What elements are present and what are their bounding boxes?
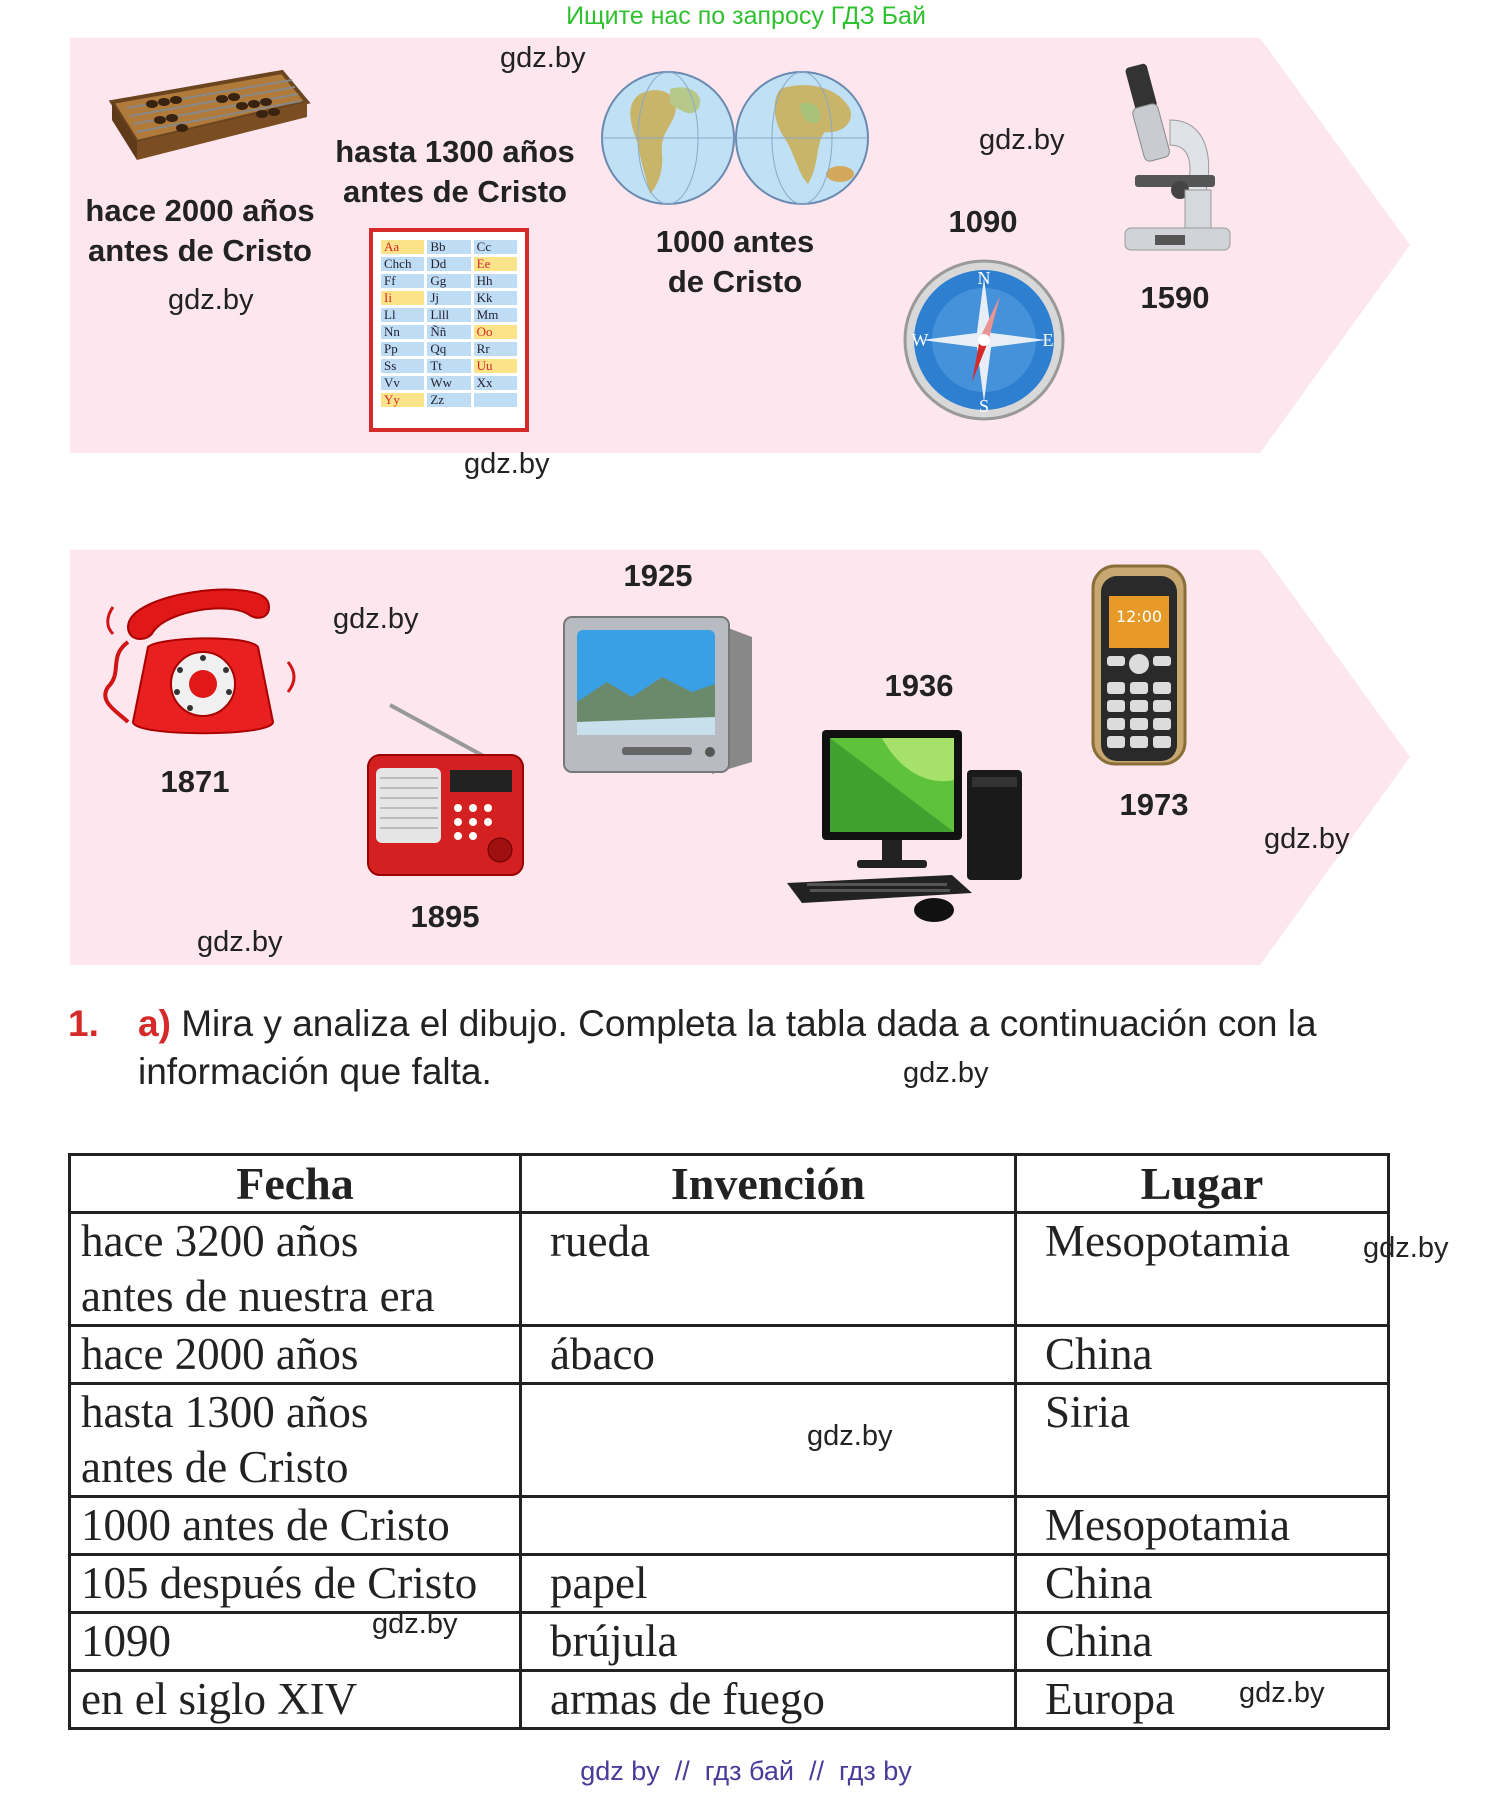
watermark: gdz.by (1239, 1677, 1325, 1709)
header-fecha: Fecha (70, 1155, 521, 1213)
cell-invencion-empty[interactable] (521, 1384, 1016, 1497)
alphabet-cell: Zz (427, 393, 470, 407)
compass-letter-w: W (911, 330, 929, 350)
mobile-phone-icon (1091, 564, 1187, 766)
table-row (70, 1497, 1389, 1555)
cell-invencion: ábaco (521, 1326, 1016, 1384)
table-row (70, 1384, 1389, 1497)
cell-invencion: armas de fuego (521, 1671, 1016, 1729)
alphabet-cell: Ll (381, 308, 424, 322)
alphabet-cell: Ññ (427, 325, 470, 339)
alphabet-cell: Ff (381, 274, 424, 288)
cell-invencion: brújula (521, 1613, 1016, 1671)
inventions-table (68, 1153, 1390, 1730)
alphabet-cell: Yy (381, 393, 424, 407)
compass-letter-n: N (977, 268, 991, 288)
telephone-icon (98, 572, 298, 752)
alphabet-cell: Ii (381, 291, 424, 305)
cell-fecha: hace 2000 años (70, 1326, 521, 1384)
alphabet-cell: Oo (474, 325, 517, 339)
table-row (70, 1213, 1389, 1326)
compass-letter-e: E (1042, 330, 1054, 350)
map-date-label: 1000 antes de Cristo (655, 224, 815, 299)
watermark: gdz.by (333, 603, 419, 635)
alphabet-cell: Pp (381, 342, 424, 356)
header-invencion: Invención (521, 1155, 1016, 1213)
computer-date-label: 1936 (884, 668, 954, 703)
compass-letter-s: S (978, 396, 990, 416)
task-part-label: a) (138, 1003, 171, 1044)
cell-lugar: China (1016, 1613, 1389, 1671)
microscope-date-label: 1590 (1140, 280, 1210, 315)
cell-lugar: Siria (1016, 1384, 1389, 1497)
watermark: gdz.by (807, 1420, 893, 1452)
alphabet-cell: Xx (474, 376, 517, 390)
abacus-icon (92, 62, 312, 182)
alphabet-cell: Hh (474, 274, 517, 288)
alphabet-cell: Uu (474, 359, 517, 373)
table-row (70, 1326, 1389, 1384)
table-row (70, 1555, 1389, 1613)
table-row (70, 1613, 1389, 1671)
alphabet-date-label: hasta 1300 años antes de Cristo (335, 134, 575, 209)
cell-fecha: hace 3200 años antes de nuestra era (70, 1213, 521, 1326)
world-map-icon (600, 64, 870, 212)
cell-fecha: 1090 (70, 1613, 521, 1671)
radio-icon (360, 700, 530, 880)
tv-date-label: 1925 (623, 558, 693, 593)
alphabet-cell: Kk (474, 291, 517, 305)
watermark: gdz.by (903, 1057, 989, 1089)
compass-date-label: 1090 (948, 204, 1018, 239)
alphabet-cell: Qq (427, 342, 470, 356)
alphabet-grid (381, 240, 517, 407)
watermark: gdz.by (500, 42, 586, 74)
top-banner: Ищите нас по запросу ГДЗ Бай (566, 2, 926, 30)
mobile-date-label: 1973 (1119, 787, 1189, 822)
alphabet-cell: Dd (427, 257, 470, 271)
alphabet-cell: Aa (381, 240, 424, 254)
alphabet-cell: Cc (474, 240, 517, 254)
abacus-date-label: hace 2000 años antes de Cristo (85, 193, 315, 268)
watermark: gdz.by (979, 124, 1065, 156)
cell-lugar: China (1016, 1555, 1389, 1613)
cell-fecha: hasta 1300 años antes de Cristo (70, 1384, 521, 1497)
task-number: 1. (68, 1003, 99, 1044)
alphabet-cell: Ee (474, 257, 517, 271)
alphabet-cell: Nn (381, 325, 424, 339)
alphabet-cell: Chch (381, 257, 424, 271)
computer-icon (782, 725, 1042, 935)
cell-invencion: papel (521, 1555, 1016, 1613)
alphabet-cell: Llll (427, 308, 470, 322)
radio-date-label: 1895 (410, 899, 480, 934)
alphabet-cell: Jj (427, 291, 470, 305)
alphabet-chart-icon (369, 228, 529, 432)
task-text: Mira y analiza el dibujo. Completa la tabla dada a continuación con la información que falta. (138, 1003, 1317, 1092)
cell-invencion: rueda (521, 1213, 1016, 1326)
table-row (70, 1671, 1389, 1729)
tv-icon (562, 612, 758, 780)
alphabet-cell: Bb (427, 240, 470, 254)
table-header-row (70, 1155, 1389, 1213)
cell-lugar: China (1016, 1326, 1389, 1384)
alphabet-cell: Ss (381, 359, 424, 373)
alphabet-cell: Gg (427, 274, 470, 288)
alphabet-cell (474, 393, 517, 407)
watermark: gdz.by (1264, 823, 1350, 855)
watermark: gdz.by (197, 926, 283, 958)
microscope-icon (1110, 60, 1240, 260)
cell-fecha: 105 después de Cristo (70, 1555, 521, 1613)
alphabet-cell: Vv (381, 376, 424, 390)
cell-invencion-empty[interactable] (521, 1497, 1016, 1555)
watermark: gdz.by (168, 284, 254, 316)
cell-lugar: Mesopotamia (1016, 1213, 1389, 1326)
cell-lugar: Europa (1016, 1671, 1389, 1729)
alphabet-cell: Tt (427, 359, 470, 373)
cell-lugar: Mesopotamia (1016, 1497, 1389, 1555)
telephone-date-label: 1871 (160, 764, 230, 799)
compass-icon (902, 258, 1066, 422)
watermark: gdz.by (1363, 1232, 1449, 1264)
alphabet-cell: Mm (474, 308, 517, 322)
watermark: gdz.by (464, 448, 550, 480)
footer-links: gdz by // гдз бай // гдз by (580, 1756, 912, 1786)
alphabet-cell: Ww (427, 376, 470, 390)
cell-fecha: 1000 antes de Cristo (70, 1497, 521, 1555)
mobile-screen-time: 12:00 (1115, 607, 1163, 626)
cell-fecha: en el siglo XIV (70, 1671, 521, 1729)
alphabet-cell: Rr (474, 342, 517, 356)
watermark: gdz.by (372, 1608, 458, 1640)
header-lugar: Lugar (1016, 1155, 1389, 1213)
